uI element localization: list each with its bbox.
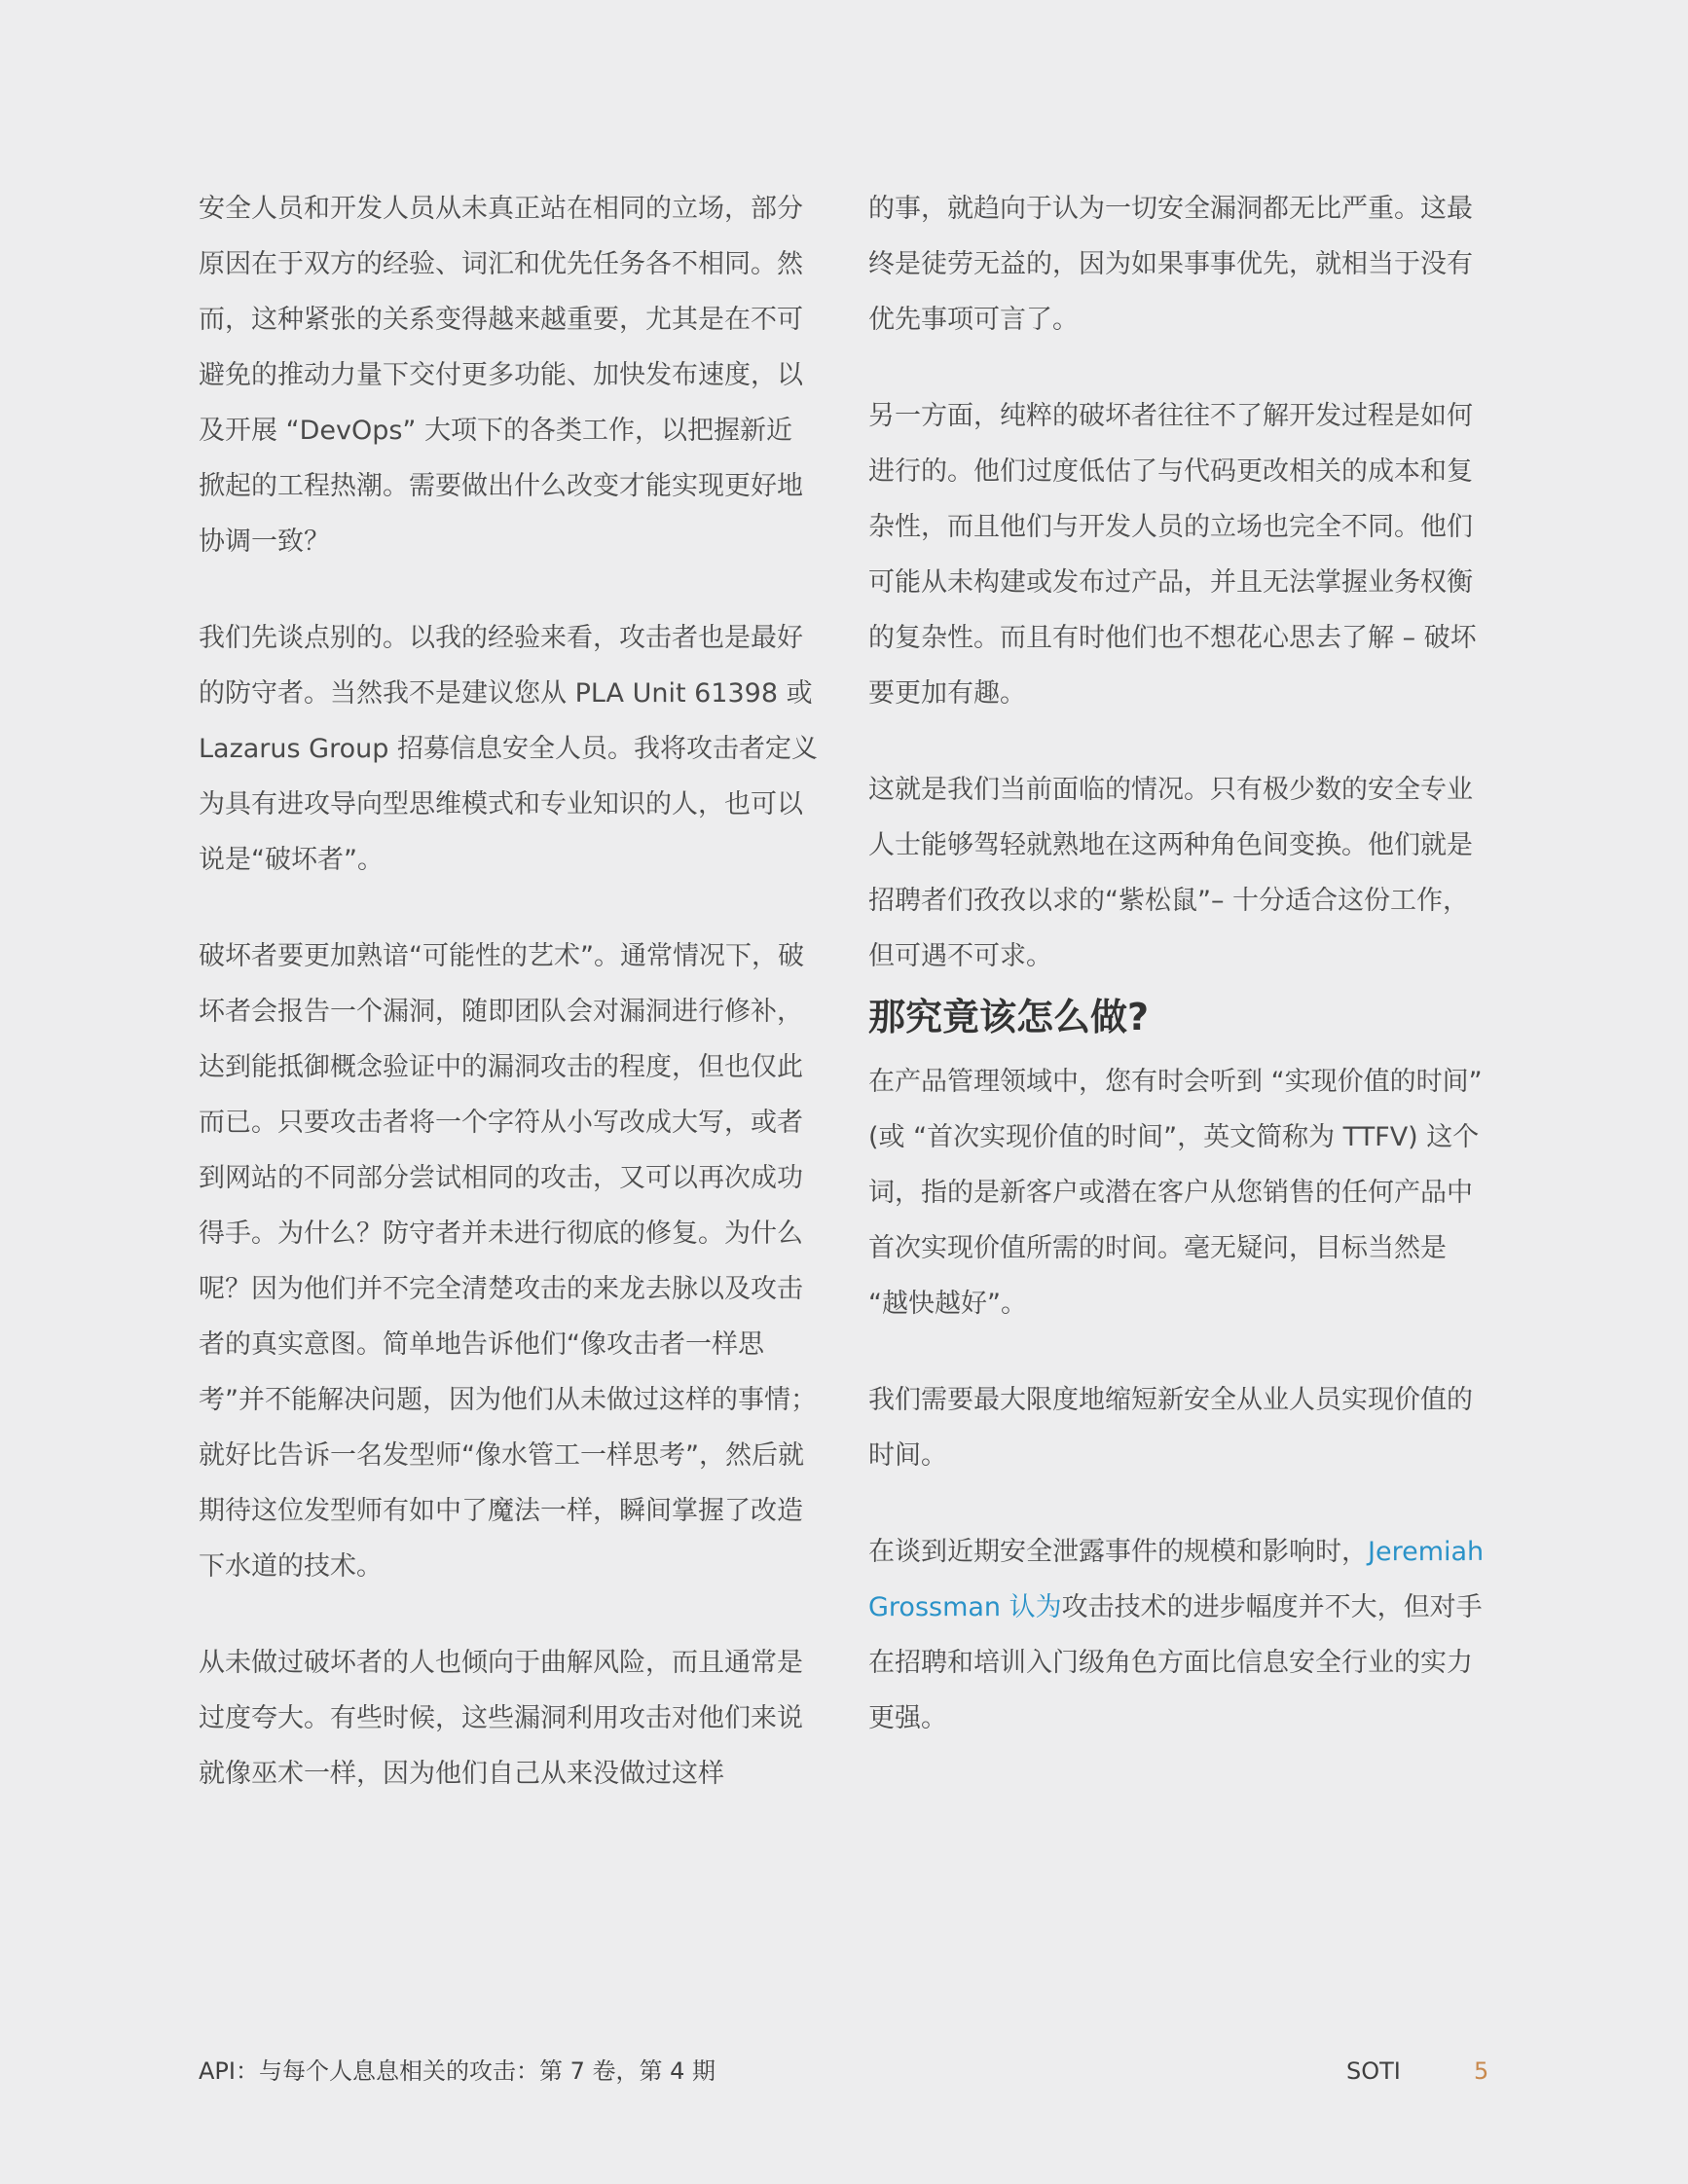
paragraph-continuation: 的事，就趋向于认为一切安全漏洞都无比严重。这最终是徒劳无益的，因为如果事事优先，就相当于没有优先事项可言了。 [868,194,1473,335]
paragraph-ttfv: 在产品管理领域中，您有时会听到 “实现价值的时间” (或 “首次实现价值的时间”，英文简称为 TTFV) 这个词，指的是新客户或潜在客户从您销售的任何产品中首次实现价值所需的时间。毫无疑问，目标当然是 “越快越好”。 [868,1067,1483,1319]
footer-brand: SOTI [1346,2057,1401,2085]
section-heading: 那究竟该怎么做? [868,996,1150,1038]
right-column [868,181,1491,1787]
paragraph-shorten-time: 我们需要最大限度地缩短新安全从业人员实现价值的时间。 [868,1385,1473,1471]
paragraph-grossman [868,1524,1491,1746]
grossman-prefix: 在谈到近期安全泄露事件的规模和影响时， [868,1537,1368,1567]
paragraph-risk: 从未做过破坏者的人也倾向于曲解风险，而且通常是过度夸大。有些时候，这些漏洞利用攻击对他们来说就像巫术一样，因为他们自己从来没做过这样 [199,1648,803,1789]
paragraph-purple-squirrel: 这就是我们当前面临的情况。只有极少数的安全专业人士能够驾轻就熟地在这两种角色间变换。他们就是招聘者们孜孜以求的“紫松鼠”– 十分适合这份工作，但可遇不可求。 [868,775,1473,971]
paragraph-attackers: 我们先谈点别的。以我的经验来看，攻击者也是最好的防守者。当然我不是建议您从 PLA Unit 61398 或 Lazarus Group 招募信息安全人员。我将攻击者定义为具有进攻导向型思维模式和专业知识的人，也可以说是“破坏者”。 [199,623,818,875]
paragraph-breakers: 破坏者要更加熟谙“可能性的艺术”。通常情况下，破坏者会报告一个漏洞，随即团队会对漏洞进行修补，达到能抵御概念验证中的漏洞攻击的程度，但也仅此而已。只要攻击者将一个字符从小写改成大写，或者到网站的不同部分尝试相同的攻击，又可以再次成功得手。为什么？防守者并未进行彻底的修复。为什么呢？因为他们并不完全清楚攻击的来龙去脉以及攻击者的真实意图。简单地告诉他们“像攻击者一样思考”并不能解决问题，因为他们从未做过这样的事情；就好比告诉一名发型师“像水管工一样思考”，然后就期待这位发型师有如中了魔法一样，瞬间掌握了改造下水道的技术。 [199,941,817,1582]
paragraph-intro: 安全人员和开发人员从未真正站在相同的立场，部分原因在于双方的经验、词汇和优先任务各不相同。然而，这种紧张的关系变得越来越重要，尤其是在不可避免的推动力量下交付更多功能、加快发布速度，以及开展 “DevOps” 大项下的各类工作，以把握新近掀起的工程热潮。需要做出什么改变才能实现更好地协调一致？ [199,194,803,557]
paragraph-pure-breakers: 另一方面，纯粹的破坏者往往不了解开发过程是如何进行的。他们过度低估了与代码更改相关的成本和复杂性，而且他们与开发人员的立场也完全不同。他们可能从未构建或发布过产品，并且无法掌握业务权衡的复杂性。而且有时他们也不想花心思去了解 – 破坏要更加有趣。 [868,401,1477,709]
grossman-suffix: 攻击技术的进步幅度并不大，但对手在招聘和培训入门级角色方面比信息安全行业的实力更强。 [868,1592,1483,1733]
grossman-link[interactable]: Jeremiah Grossman 认为 [868,1537,1485,1622]
page-number: 5 [1474,2057,1489,2085]
left-column [199,181,818,1842]
footer-title: API：与每个人息息相关的攻击：第 7 卷，第 4 期 [199,2057,716,2085]
